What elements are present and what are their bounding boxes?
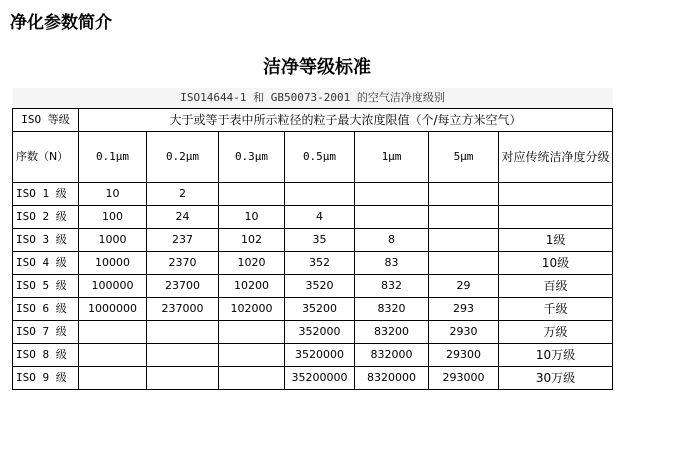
concentration-cell: 8320 xyxy=(355,298,429,321)
concentration-cell: 35200 xyxy=(285,298,355,321)
table-row xyxy=(13,229,613,252)
particle-size-header: 1μm xyxy=(355,132,429,183)
concentration-cell xyxy=(429,252,499,275)
traditional-grade-cell: 千级 xyxy=(499,298,613,321)
table-row xyxy=(13,206,613,229)
header-row-2 xyxy=(13,132,613,183)
concentration-cell: 10 xyxy=(219,206,285,229)
concentration-cell: 3520 xyxy=(285,275,355,298)
table-row xyxy=(13,252,613,275)
concentration-cell: 102 xyxy=(219,229,285,252)
concentration-cell: 35200000 xyxy=(285,367,355,390)
concentration-cell: 83200 xyxy=(355,321,429,344)
concentration-cell: 3520000 xyxy=(285,344,355,367)
concentration-cell: 29 xyxy=(429,275,499,298)
iso-grade-cell: ISO 2 级 xyxy=(13,206,79,229)
concentration-cell: 100 xyxy=(79,206,147,229)
iso-grade-cell: ISO 6 级 xyxy=(13,298,79,321)
iso-grade-cell: ISO 8 级 xyxy=(13,344,79,367)
concentration-cell: 8320000 xyxy=(355,367,429,390)
concentration-cell: 2 xyxy=(147,183,219,206)
traditional-grade-cell: 百级 xyxy=(499,275,613,298)
traditional-grade-cell: 10级 xyxy=(499,252,613,275)
concentration-cell: 29300 xyxy=(429,344,499,367)
concentration-cell: 1020 xyxy=(219,252,285,275)
concentration-cell xyxy=(429,229,499,252)
page-heading: 净化参数简介 xyxy=(10,13,112,33)
table-caption: ISO14644-1 和 GB50073-2001 的空气洁净度级别 xyxy=(13,88,613,109)
table-caption-row xyxy=(13,88,613,109)
cleanliness-table xyxy=(12,88,613,390)
concentration-cell: 2930 xyxy=(429,321,499,344)
concentration-cell: 237 xyxy=(147,229,219,252)
traditional-grade-cell xyxy=(499,183,613,206)
particle-size-header: 0.1μm xyxy=(79,132,147,183)
concentration-cell xyxy=(79,321,147,344)
traditional-grade-cell xyxy=(499,206,613,229)
concentration-cell xyxy=(429,206,499,229)
table-row xyxy=(13,344,613,367)
concentration-cell xyxy=(79,344,147,367)
concentration-cell: 352 xyxy=(285,252,355,275)
concentration-cell: 4 xyxy=(285,206,355,229)
traditional-grade-cell: 万级 xyxy=(499,321,613,344)
concentration-cell: 1000000 xyxy=(79,298,147,321)
table-body xyxy=(13,88,613,390)
table-row xyxy=(13,298,613,321)
concentration-cell xyxy=(147,367,219,390)
iso-grade-cell: ISO 5 级 xyxy=(13,275,79,298)
concentration-cell: 10 xyxy=(79,183,147,206)
concentration-cell: 23700 xyxy=(147,275,219,298)
concentration-cell: 24 xyxy=(147,206,219,229)
table-row xyxy=(13,367,613,390)
concentration-cell: 237000 xyxy=(147,298,219,321)
doc-title: 洁净等级标准 xyxy=(263,57,371,78)
iso-grade-cell: ISO 4 级 xyxy=(13,252,79,275)
iso-grade-cell: ISO 7 级 xyxy=(13,321,79,344)
concentration-cell: 8 xyxy=(355,229,429,252)
particle-size-header: 5μm xyxy=(429,132,499,183)
concentration-cell: 100000 xyxy=(79,275,147,298)
concentration-cell: 832000 xyxy=(355,344,429,367)
particle-size-header: 0.2μm xyxy=(147,132,219,183)
particle-size-header: 0.5μm xyxy=(285,132,355,183)
concentration-cell xyxy=(285,183,355,206)
header-row-1 xyxy=(13,109,613,132)
iso-grade-cell: ISO 3 级 xyxy=(13,229,79,252)
concentration-cell xyxy=(219,367,285,390)
table-row xyxy=(13,275,613,298)
concentration-cell xyxy=(219,321,285,344)
traditional-grade-header: 对应传统洁净度分级 xyxy=(499,132,613,183)
traditional-grade-cell: 1级 xyxy=(499,229,613,252)
iso-grade-cell: ISO 9 级 xyxy=(13,367,79,390)
traditional-grade-cell: 10万级 xyxy=(499,344,613,367)
concentration-cell xyxy=(429,183,499,206)
iso-grade-cell: ISO 1 级 xyxy=(13,183,79,206)
concentration-header: 大于或等于表中所示粒径的粒子最大浓度限值（个/每立方米空气） xyxy=(79,109,613,132)
concentration-cell: 1000 xyxy=(79,229,147,252)
concentration-cell: 35 xyxy=(285,229,355,252)
concentration-cell: 83 xyxy=(355,252,429,275)
concentration-cell xyxy=(355,206,429,229)
traditional-grade-cell: 30万级 xyxy=(499,367,613,390)
particle-size-header: 0.3μm xyxy=(219,132,285,183)
concentration-cell: 2370 xyxy=(147,252,219,275)
concentration-cell: 293 xyxy=(429,298,499,321)
concentration-cell: 832 xyxy=(355,275,429,298)
concentration-cell xyxy=(219,183,285,206)
table-row xyxy=(13,321,613,344)
concentration-cell: 352000 xyxy=(285,321,355,344)
concentration-cell xyxy=(219,344,285,367)
concentration-cell xyxy=(147,344,219,367)
concentration-cell xyxy=(355,183,429,206)
iso-grade-header: ISO 等级 xyxy=(13,109,79,132)
concentration-cell: 10200 xyxy=(219,275,285,298)
concentration-cell xyxy=(147,321,219,344)
table-row xyxy=(13,183,613,206)
concentration-cell: 102000 xyxy=(219,298,285,321)
seq-header: 序数（N） xyxy=(13,132,79,183)
concentration-cell: 10000 xyxy=(79,252,147,275)
concentration-cell: 293000 xyxy=(429,367,499,390)
concentration-cell xyxy=(79,367,147,390)
